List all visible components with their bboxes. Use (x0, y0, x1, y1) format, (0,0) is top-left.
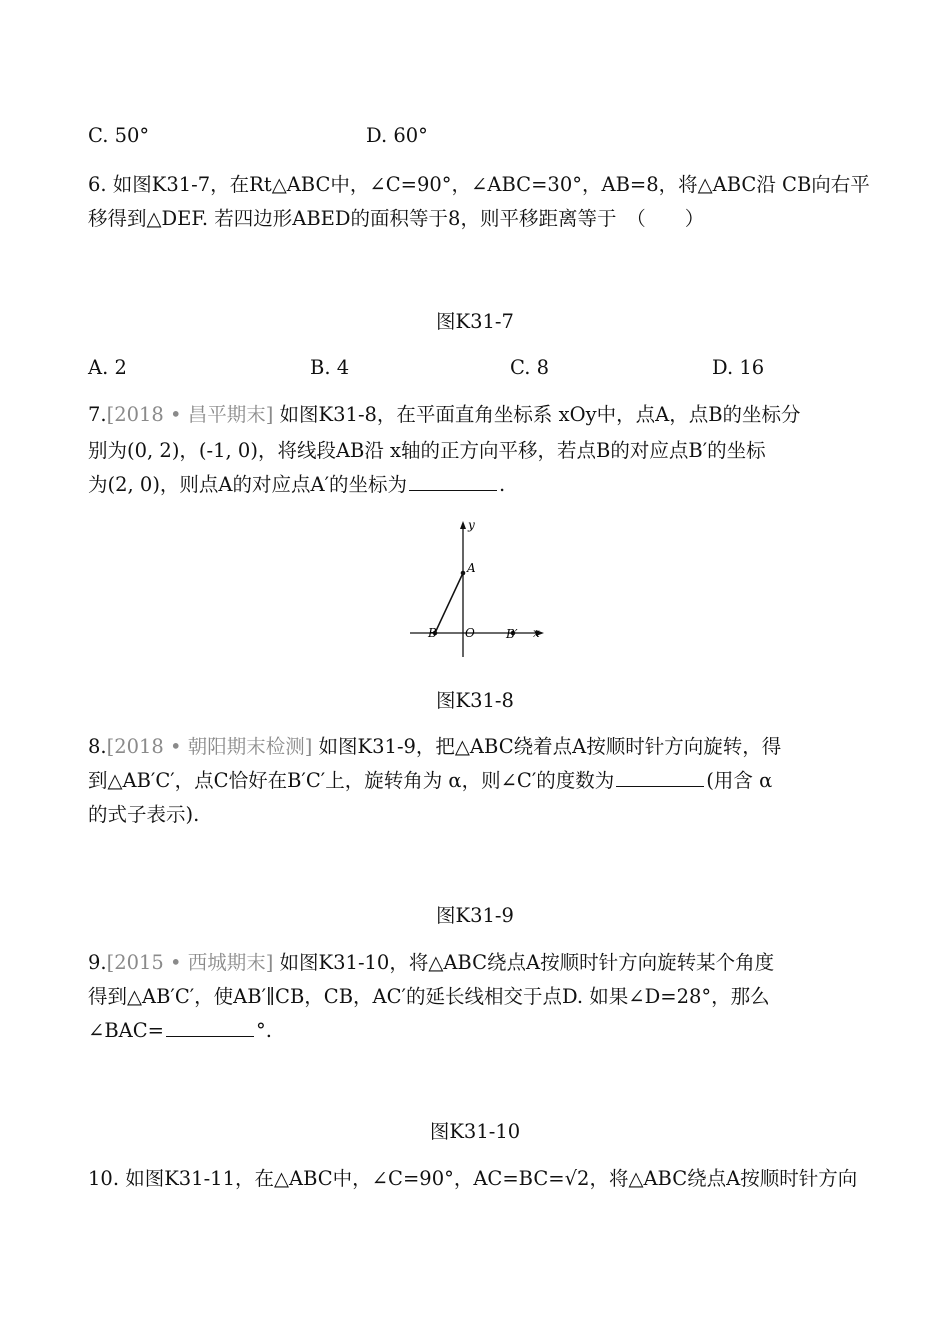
option-d: D. 16 (712, 356, 765, 379)
answer-blank[interactable] (409, 472, 497, 491)
question-text: 如图K31-9，把△ABC绕着点A按顺时针方向旋转，得 (312, 735, 782, 758)
question-10-line-1: 10. 如图K31-11，在△ABC中，∠C=90°，AC=BC=√2，将△ABC绕点A按顺时针方向 (88, 1167, 858, 1190)
question-7-line-1 (88, 402, 801, 428)
question-7-line-2: 别为(0, 2)，(-1, 0)，将线段AB沿 x轴的正方向平移，若点B的对应点B′的坐标 (88, 439, 766, 462)
question-7-line-3: 为(2, 0)，则点A的对应点A′的坐标为 . (88, 473, 506, 496)
option-c: C. 50° (88, 124, 150, 147)
question-6-line-1: 6. 如图K31-7，在Rt△ABC中，∠C=90°，∠ABC=30°，AB=8，将△ABC沿 CB向右平 (88, 173, 870, 196)
option-b: B. 4 (310, 356, 350, 379)
coordinate-figure-k31-8 (405, 515, 550, 663)
label-a: A (467, 561, 476, 575)
answer-blank[interactable] (166, 1018, 254, 1037)
question-number: 9. (88, 951, 107, 974)
question-text: 如图K31-10，将△ABC绕点A按顺时针方向旋转某个角度 (273, 951, 775, 974)
point-a (461, 571, 466, 576)
figure-caption-k31-10: 图K31-10 (429, 1120, 521, 1143)
question-source: [2015 • 西城期末] (106, 951, 274, 974)
label-b: B (428, 626, 437, 640)
segment-ab (435, 573, 463, 633)
option-a: A. 2 (88, 356, 127, 379)
figure-caption-k31-8: 图K31-8 (436, 689, 514, 712)
figure-caption-k31-9: 图K31-9 (436, 904, 514, 927)
question-6-line-2: 移得到△DEF. 若四边形ABED的面积等于8，则平移距离等于 （ ） (88, 207, 705, 230)
label-y: y (468, 518, 475, 532)
question-number: 7. (88, 403, 107, 426)
question-8-line-3: 的式子表示). (88, 803, 200, 826)
option-d: D. 60° (366, 124, 428, 147)
question-9-line-3: ∠BAC= °. (88, 1019, 272, 1042)
option-c: C. 8 (510, 356, 550, 379)
question-number: 8. (88, 735, 107, 758)
label-b-prime: B′ (506, 627, 518, 641)
question-8-line-1 (88, 734, 781, 760)
question-9-line-1 (88, 950, 774, 976)
answer-blank[interactable] (616, 768, 704, 787)
label-x: x (533, 626, 540, 640)
label-o: O (465, 626, 475, 640)
question-8-line-2: 到△AB′C′，点C恰好在B′C′上，旋转角为 α，则∠C′的度数为 (用含 α (88, 769, 773, 792)
question-source: [2018 • 昌平期末] (106, 403, 274, 426)
question-9-line-2: 得到△AB′C′，使AB′∥CB，CB，AC′的延长线相交于点D. 如果∠D=28°，那么 (88, 985, 770, 1008)
figure-caption-k31-7: 图K31-7 (436, 310, 514, 333)
question-source: [2018 • 朝阳期末检测] (106, 735, 313, 758)
y-axis-arrow (460, 521, 466, 529)
question-text: 如图K31-8，在平面直角坐标系 xOy中，点A，点B的坐标分 (273, 403, 801, 426)
